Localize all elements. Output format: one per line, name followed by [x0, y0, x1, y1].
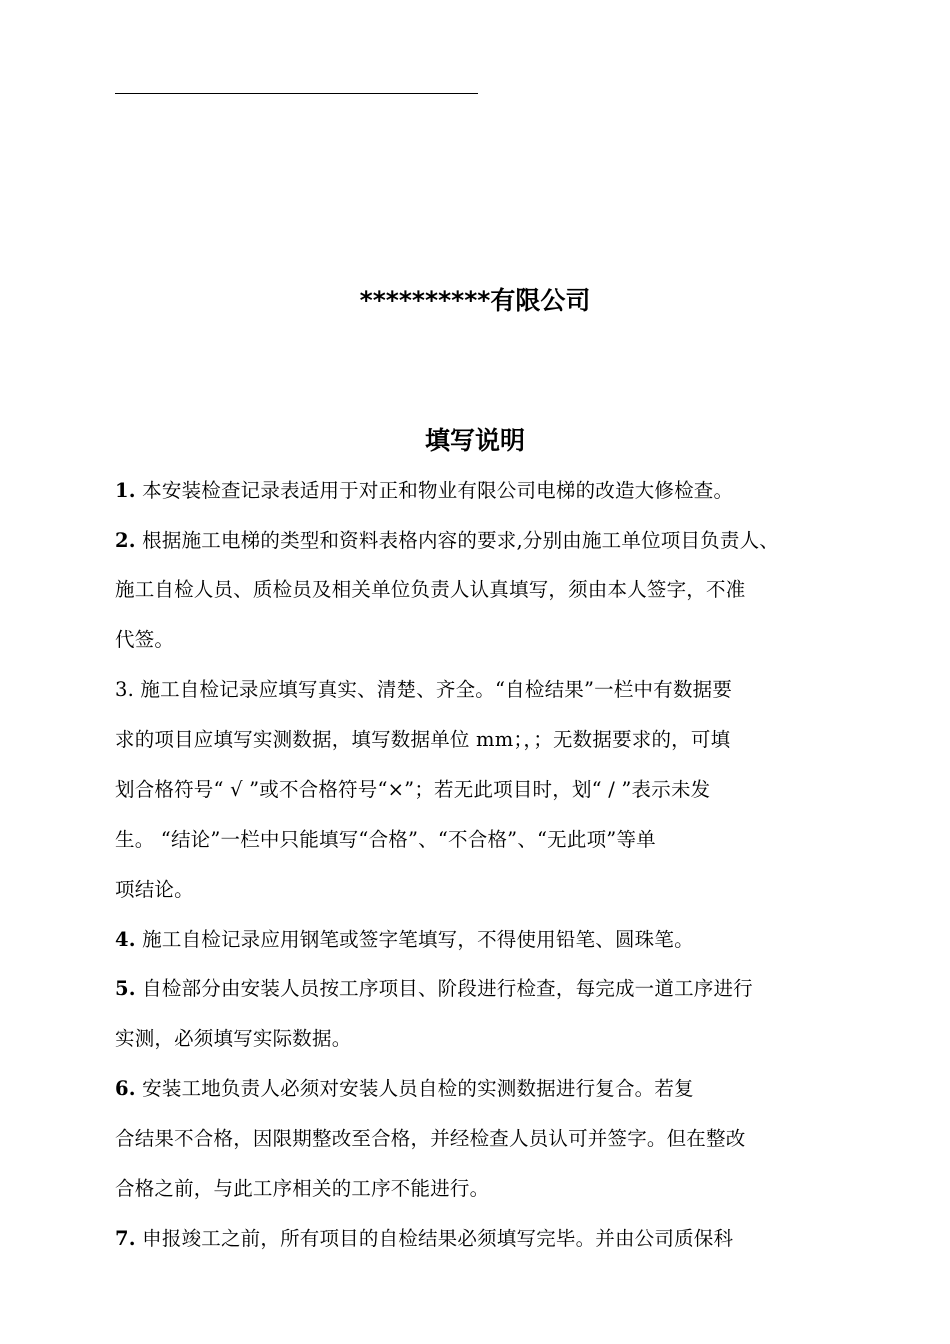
instruction-line: [115, 1076, 875, 1102]
instruction-line: [115, 877, 875, 903]
instruction-text: 合结果不合格，因限期整改至合格，并经检查人员认可并签字。但在整改: [115, 1127, 746, 1150]
instruction-line: [115, 1126, 875, 1152]
instruction-line: [115, 1026, 875, 1052]
instruction-text: 3. 施工自检记录应填写真实、清楚、齐全。“自检结果”一栏中有数据要: [115, 678, 733, 701]
instruction-text: 项结论。: [115, 878, 194, 901]
instruction-line: [115, 927, 875, 953]
instruction-text: 申报竣工之前，所有项目的自检结果必须填写完毕。并由公司质保科: [135, 1227, 734, 1250]
item-number: 2.: [115, 529, 136, 552]
instruction-text: 生。 “结论”一栏中只能填写“合格”、“不合格”、“无此项”等单: [115, 828, 656, 851]
instructions-title: 填写说明: [424, 426, 525, 455]
instruction-text: 施工自检人员、质检员及相关单位负责人认真填写，须由本人签字，不准: [115, 578, 746, 601]
instruction-text: 求的项目应填写实测数据，填写数据单位 mm；，；无数据要求的，可填: [115, 728, 731, 751]
instruction-line: [115, 627, 875, 653]
instruction-text: 划合格符号“ √ ”或不合格符号“×”；若无此项目时，划“ / ”表示未发: [115, 778, 711, 801]
instruction-line: [115, 777, 875, 803]
item-number: 7.: [115, 1227, 136, 1250]
header-rule: [115, 93, 478, 94]
instruction-text: 根据施工电梯的类型和资料表格内容的要求,分别由施工单位项目负责人、: [135, 529, 779, 552]
instruction-line: [115, 827, 875, 853]
item-number: 1.: [115, 479, 136, 502]
instruction-line: [115, 677, 875, 703]
instruction-line: [115, 727, 875, 753]
instruction-line: [115, 577, 875, 603]
item-number: 6.: [115, 1077, 136, 1100]
instruction-text: 实测，必须填写实际数据。: [115, 1027, 352, 1050]
instruction-text: 代签。: [115, 628, 175, 651]
instruction-line: [115, 976, 875, 1002]
instruction-text: 合格之前，与此工序相关的工序不能进行。: [115, 1177, 490, 1200]
instruction-text: 施工自检记录应用钢笔或签字笔填写，不得使用铅笔、圆珠笔。: [135, 928, 694, 951]
instruction-text: 安装工地负责人必须对安装人员自检的实测数据进行复合。若复: [135, 1077, 694, 1100]
instruction-text: 本安装检查记录表适用于对正和物业有限公司电梯的改造大修检查。: [135, 479, 734, 502]
item-number: 4.: [115, 928, 136, 951]
item-number: 5.: [115, 977, 136, 1000]
instruction-line: [115, 1226, 875, 1252]
instruction-line: [115, 528, 875, 554]
company-name: **********有限公司: [359, 286, 591, 315]
instruction-line: [115, 1176, 875, 1202]
instruction-line: [115, 478, 875, 504]
instruction-text: 自检部分由安装人员按工序项目、阶段进行检查，每完成一道工序进行: [135, 977, 753, 1000]
